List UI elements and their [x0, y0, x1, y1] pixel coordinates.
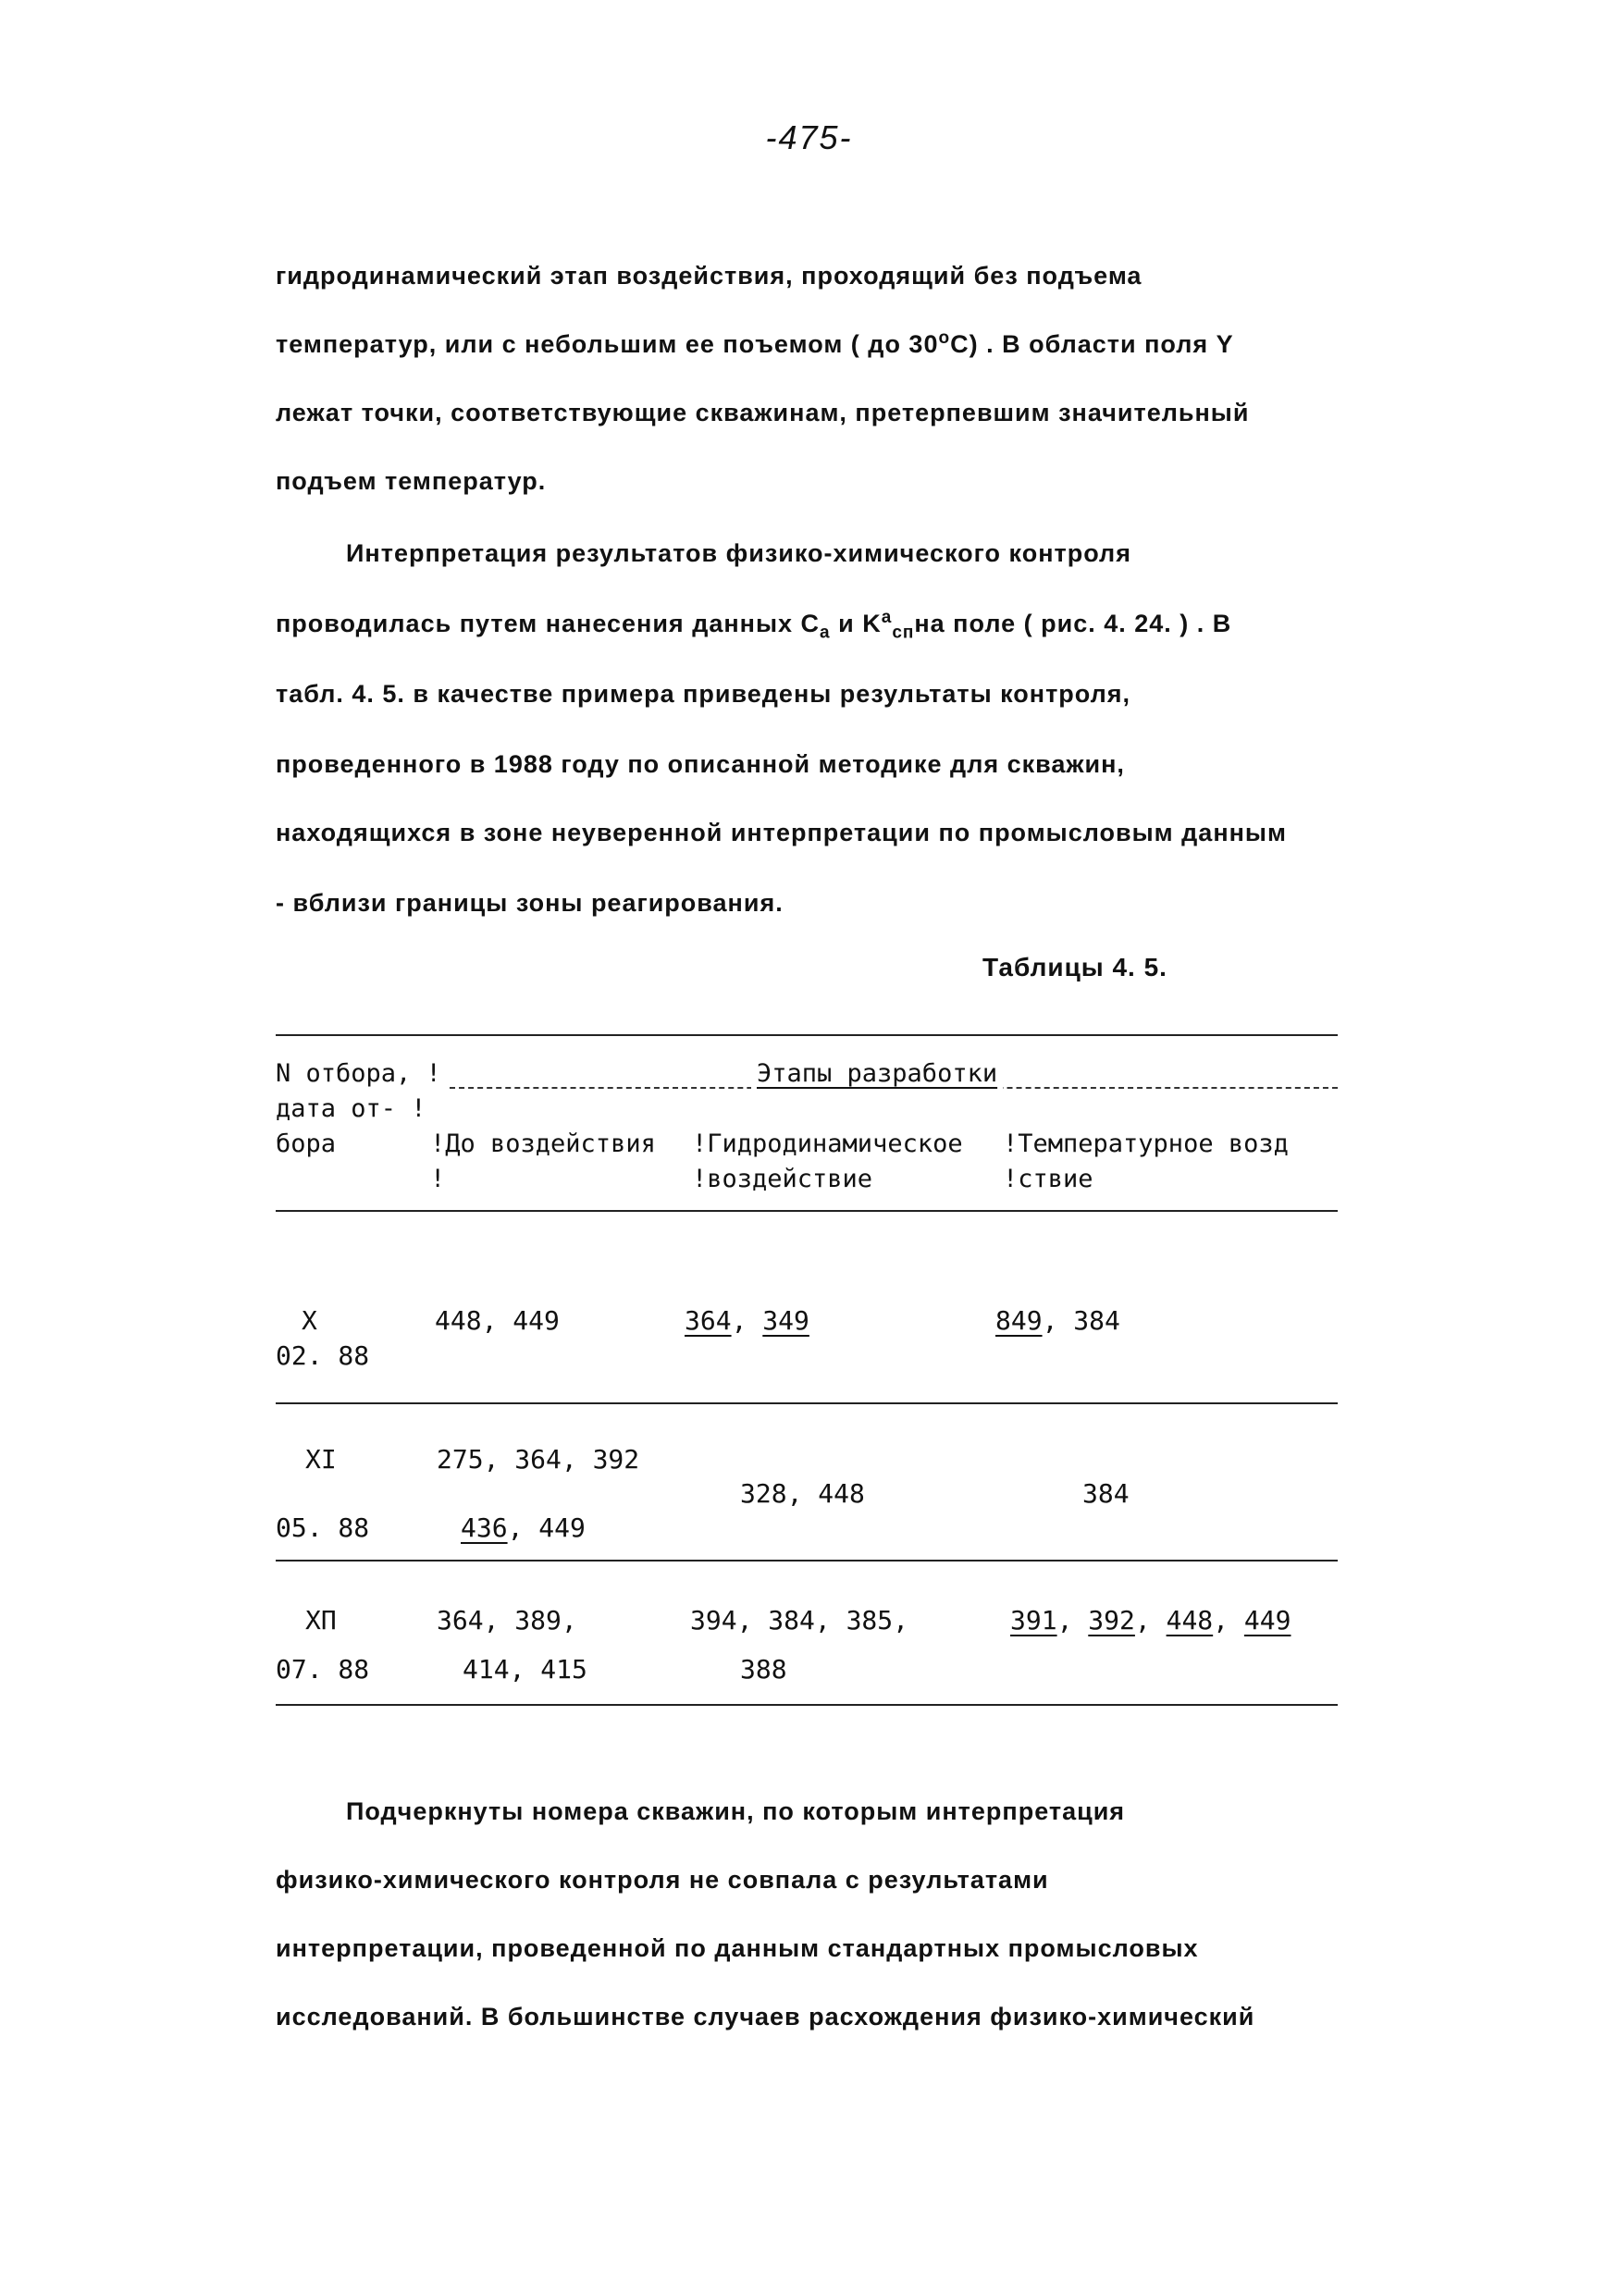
sep: , 384: [1042, 1305, 1120, 1336]
well-364: 364: [685, 1305, 732, 1336]
paragraph-3-line-2: физико-химического контроля не совпала с результатами: [276, 1866, 1049, 1894]
paragraph-2-line-5: находящихся в зоне неуверенной интерпретации по промысловым данным: [276, 819, 1287, 846]
paragraph-3-line-1: Подчеркнуты номера скважин, по которым интерпретация: [346, 1797, 1126, 1825]
degree-sup: o: [938, 328, 951, 348]
header-col1-line1: N отбора, !: [276, 1059, 441, 1088]
sep: ,: [731, 1305, 763, 1336]
table-bottom-rule: [276, 1704, 1338, 1706]
well-391: 391: [1010, 1605, 1057, 1636]
well-449: 449: [1243, 1605, 1291, 1636]
row-xii-hydro-1: 394, 384, 385,: [690, 1605, 909, 1636]
row-xi-hydro: 328, 448: [740, 1478, 865, 1509]
row-xii-hydro-2: 388: [740, 1654, 787, 1685]
row-xi-month: XI: [305, 1444, 337, 1475]
temperature-text-end: C) . В области поля Y: [950, 330, 1234, 358]
header-span-title: Этапы разработки: [751, 1057, 1003, 1091]
well-448: 448: [1166, 1605, 1214, 1636]
well-436: 436: [461, 1512, 508, 1543]
header-col1-line3: бора: [276, 1129, 337, 1158]
header-col1-line2: дата от- !: [276, 1094, 426, 1123]
formula-text-a: проводилась путем нанесения данных C: [276, 610, 821, 637]
well-392: 392: [1088, 1605, 1135, 1636]
row-xi-rule: [276, 1560, 1338, 1562]
sep: , 449: [507, 1512, 586, 1543]
row-xii-before-1: 364, 389,: [437, 1605, 577, 1636]
row-xi-before-1: 275, 364, 392: [437, 1444, 640, 1475]
row-xii-date: 07. 88: [276, 1654, 370, 1685]
formula-sub-b: сп: [892, 623, 915, 643]
row-xii-before-2: 414, 415: [463, 1654, 587, 1685]
row-x-date: 02. 88: [276, 1340, 370, 1371]
table-top-rule: [276, 1034, 1338, 1036]
header-before-label: !До воздействия: [430, 1129, 656, 1158]
sep: ,: [1056, 1605, 1089, 1636]
header-temp-label: !Температурное возд: [1003, 1129, 1289, 1158]
page-number: -475-: [765, 118, 853, 156]
paragraph-1-line-4: подъем температур.: [276, 467, 547, 495]
well-349: 349: [762, 1305, 809, 1336]
paragraph-1-line-1: гидродинамический этап воздействия, проходящий без подъема: [276, 262, 1142, 290]
paragraph-2-line-2: [276, 605, 1231, 642]
table-header-rule: [276, 1210, 1338, 1212]
paragraph-2-line-1: Интерпретация результатов физико-химического контроля: [346, 539, 1131, 567]
header-temp-label-2: !ствие: [1003, 1165, 1093, 1193]
header-hydro-label: !Гидродинамическое: [692, 1129, 963, 1158]
header-col1-line4: !: [430, 1165, 446, 1193]
row-x-temp: [995, 1304, 1120, 1338]
row-xii-month: XП: [305, 1605, 337, 1636]
formula-sub-a: а: [820, 623, 831, 643]
paragraph-3-line-3: интерпретации, проведенной по данным стандартных промысловых: [276, 1934, 1199, 1962]
formula-text-b: и K: [830, 610, 882, 637]
formula-sup: a: [881, 608, 893, 627]
row-xii-temp: [1010, 1604, 1291, 1637]
paragraph-1-line-3: лежат точки, соответствующие скважинам, претерпевшим значительный: [276, 399, 1250, 426]
paragraph-3-line-4: исследований. В большинстве случаев расхождения физико-химический: [276, 2003, 1255, 2031]
table-title: Таблицы 4. 5.: [982, 953, 1167, 981]
row-x-rule: [276, 1402, 1338, 1404]
row-x-before: 448, 449: [435, 1305, 560, 1336]
row-x-month: X: [302, 1305, 317, 1336]
paragraph-2-line-3: табл. 4. 5. в качестве примера приведены результаты контроля,: [276, 680, 1131, 708]
row-x-hydro: [685, 1304, 809, 1338]
sep: ,: [1134, 1605, 1167, 1636]
formula-text-c: на поле ( рис. 4. 24. ) . В: [914, 610, 1232, 637]
sep: ,: [1213, 1605, 1244, 1636]
paragraph-1-line-2: [276, 326, 1234, 363]
row-xi-before-2: [461, 1512, 586, 1545]
header-hydro-label-2: !воздействие: [692, 1165, 873, 1193]
row-xi-temp: 384: [1082, 1478, 1130, 1509]
paragraph-2-line-6: - вблизи границы зоны реагирования.: [276, 889, 784, 917]
temperature-text: температур, или с небольшим ее поъемом ( до 30: [276, 330, 939, 358]
row-xi-date: 05. 88: [276, 1512, 370, 1543]
paragraph-2-line-4: проведенного в 1988 году по описанной методике для скважин,: [276, 750, 1125, 778]
well-849: 849: [995, 1305, 1043, 1336]
